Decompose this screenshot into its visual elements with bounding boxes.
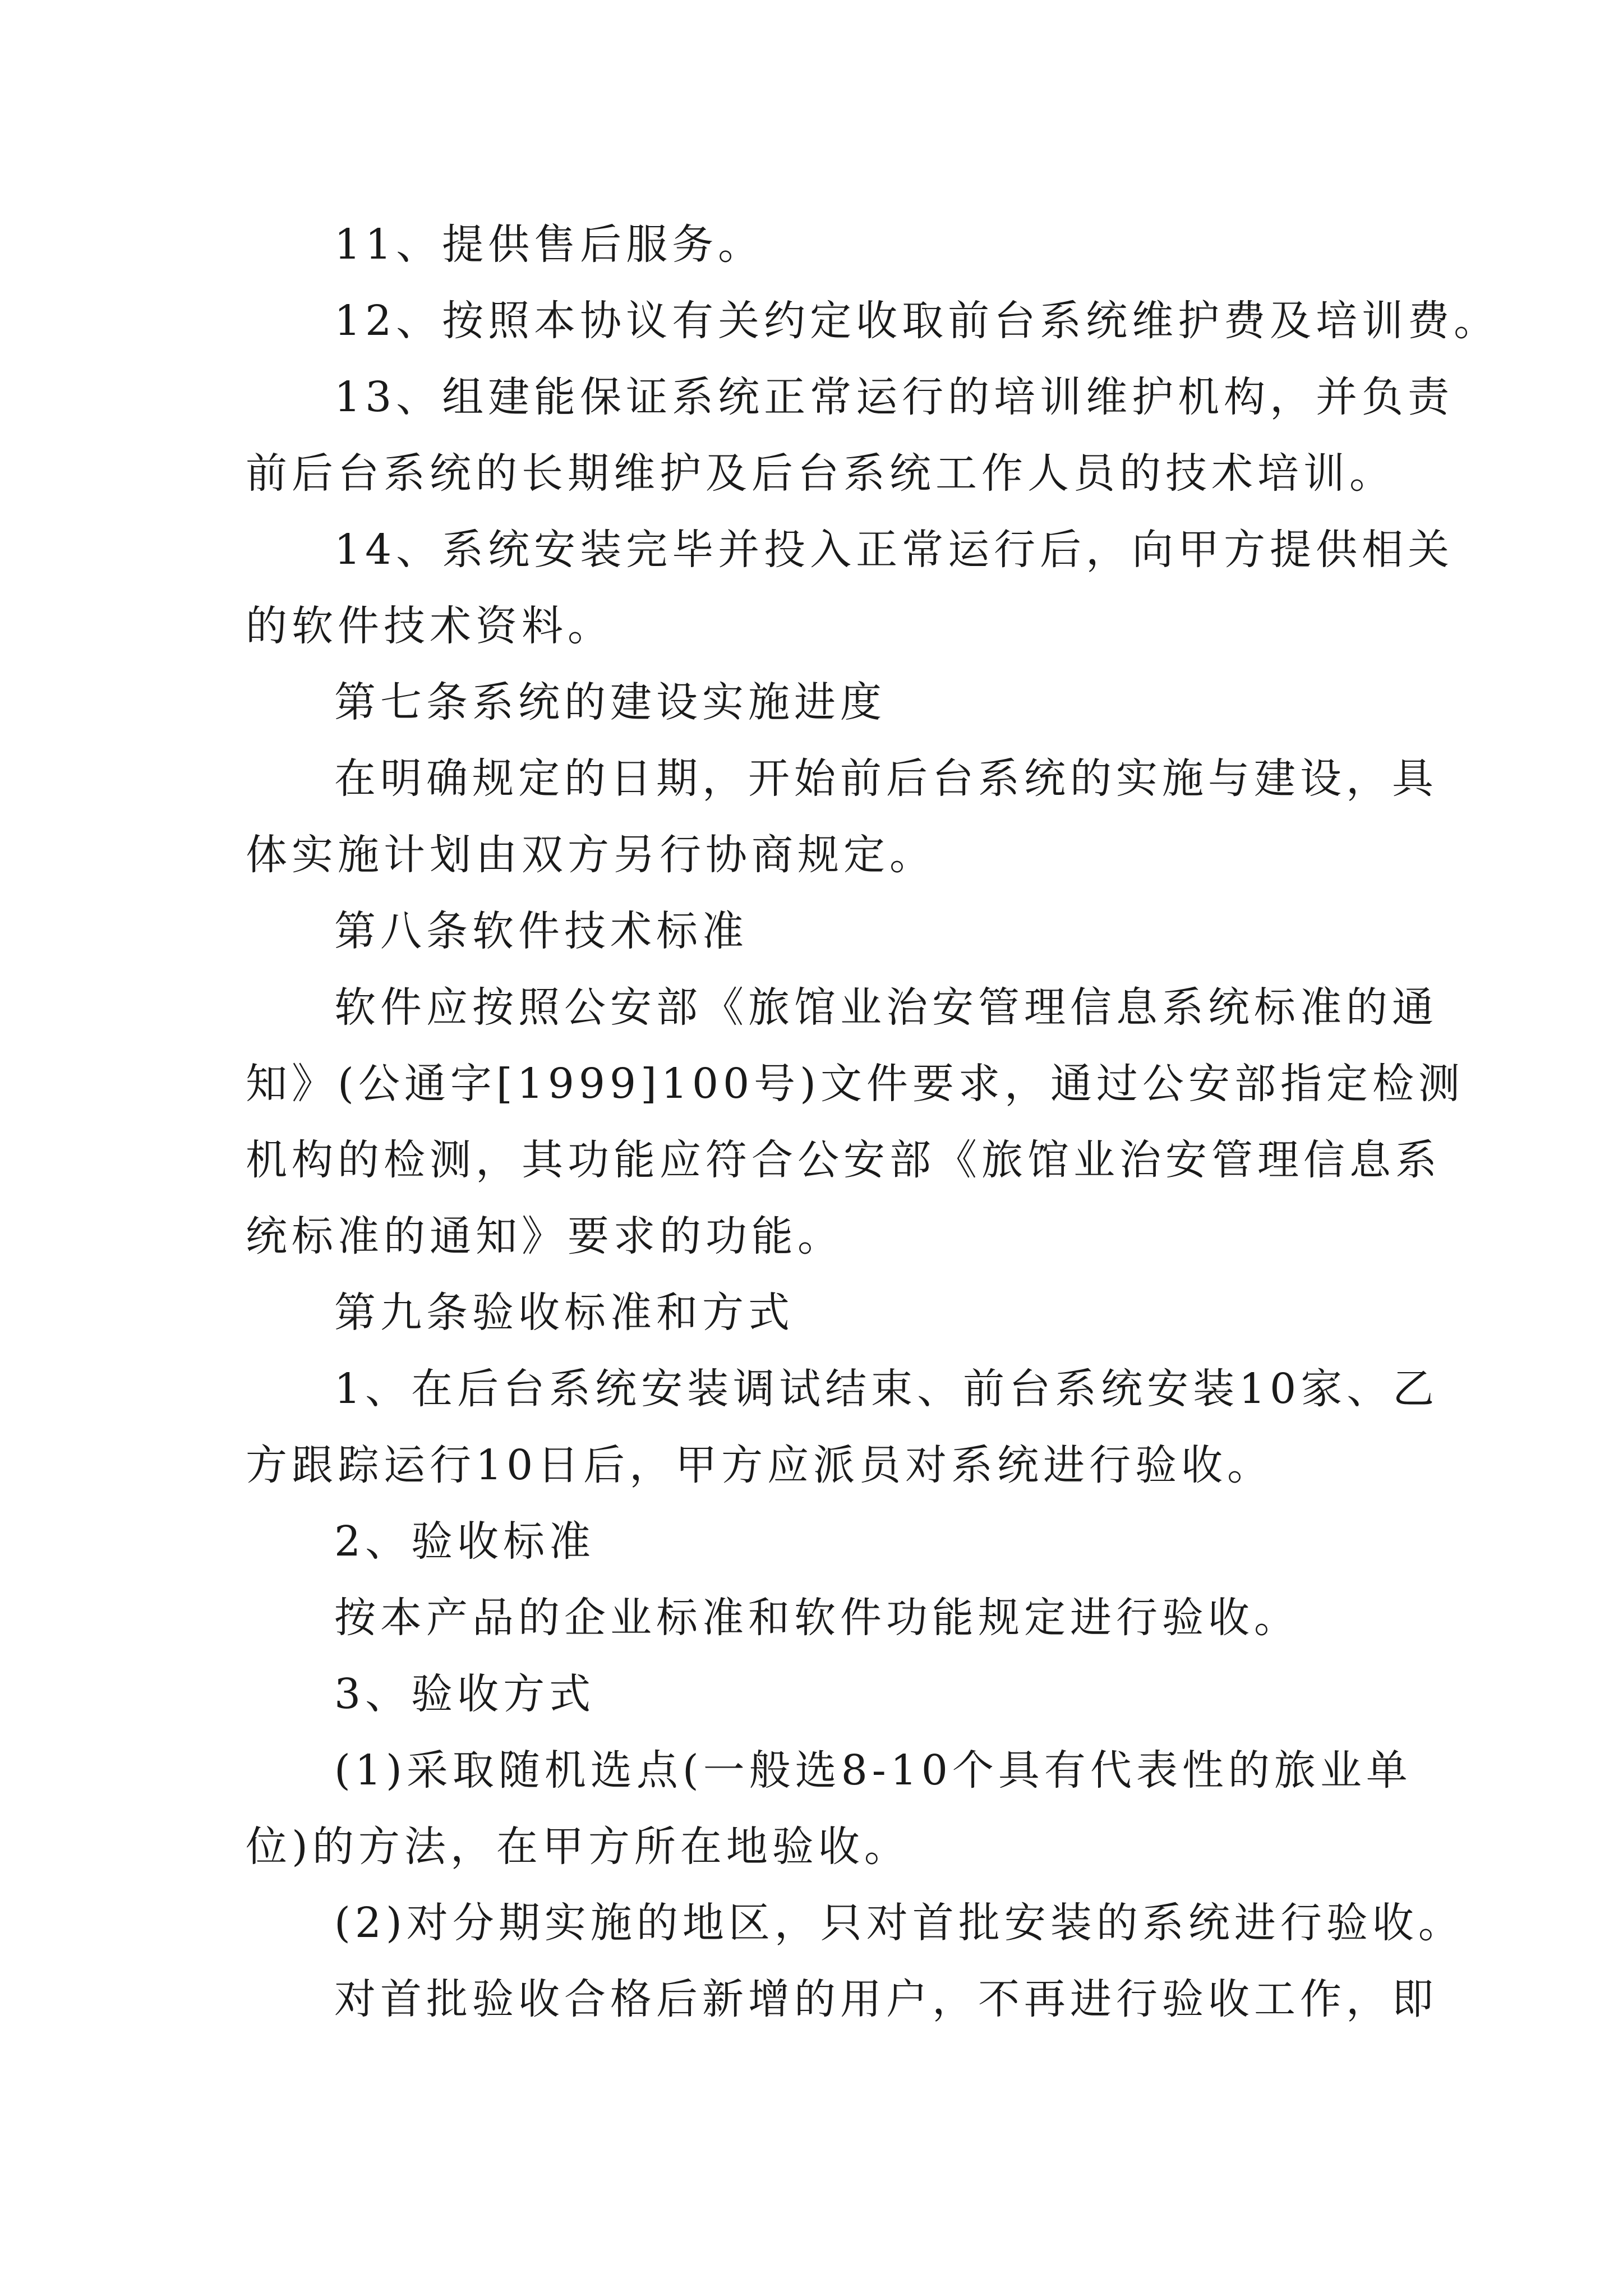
clause-14-line-1: 14、系统安装完毕并投入正常运行后，向甲方提供相关 — [334, 526, 1454, 574]
article-8-heading: 第八条软件技术标准 — [334, 907, 748, 955]
article-8-body-line-3: 机构的检测，其功能应符合公安部《旅馆业治安管理信息系 — [246, 1136, 1441, 1184]
clause-13-line-2: 前后台系统的长期维护及后台系统工作人员的技术培训。 — [246, 449, 1395, 498]
article-7-body-line-2: 体实施计划由双方另行协商规定。 — [246, 831, 935, 879]
article-9-heading: 第九条验收标准和方式 — [334, 1289, 794, 1337]
article-9-item-3-sub-1-line-2: 位)的方法，在甲方所在地验收。 — [246, 1823, 910, 1871]
article-7-body-line-1: 在明确规定的日期，开始前后台系统的实施与建设，具 — [334, 754, 1438, 803]
article-8-body-line-1: 软件应按照公安部《旅馆业治安管理信息系统标准的通 — [334, 983, 1438, 1032]
article-9-item-3-continuation: 对首批验收合格后新增的用户，不再进行验收工作，即 — [334, 1975, 1438, 2023]
document-body — [246, 206, 1500, 2037]
clause-11-line: 11、提供售后服务。 — [334, 220, 764, 269]
article-9-item-3-sub-2: (2)对分期实施的地区，只对首批安装的系统进行验收。 — [334, 1899, 1464, 1947]
clause-14-line-2: 的软件技术资料。 — [246, 602, 614, 650]
article-9-item-1-line-1: 1、在后台系统安装调试结束、前台系统安装10家、乙 — [334, 1365, 1439, 1413]
article-9-item-3-sub-1-line-1: (1)采取随机选点(一般选8-10个具有代表性的旅业单 — [334, 1746, 1412, 1795]
article-7-heading: 第七条系统的建设实施进度 — [334, 678, 886, 726]
clause-12-line: 12、按照本协议有关约定收取前台系统维护费及培训费。 — [334, 297, 1500, 345]
clause-13-line-1: 13、组建能保证系统正常运行的培训维护机构，并负责 — [334, 373, 1454, 421]
article-8-body-line-4: 统标准的通知》要求的功能。 — [246, 1212, 843, 1260]
article-9-item-3-heading: 3、验收方式 — [334, 1670, 596, 1718]
article-9-item-1-line-2: 方跟踪运行10日后，甲方应派员对系统进行验收。 — [246, 1441, 1274, 1489]
article-8-body-line-2: 知》(公通字[1999]100号)文件要求，通过公安部指定检测 — [246, 1060, 1465, 1108]
article-9-item-2-body: 按本产品的企业标准和软件功能规定进行验收。 — [334, 1594, 1300, 1642]
article-9-item-2-heading: 2、验收标准 — [334, 1517, 596, 1566]
